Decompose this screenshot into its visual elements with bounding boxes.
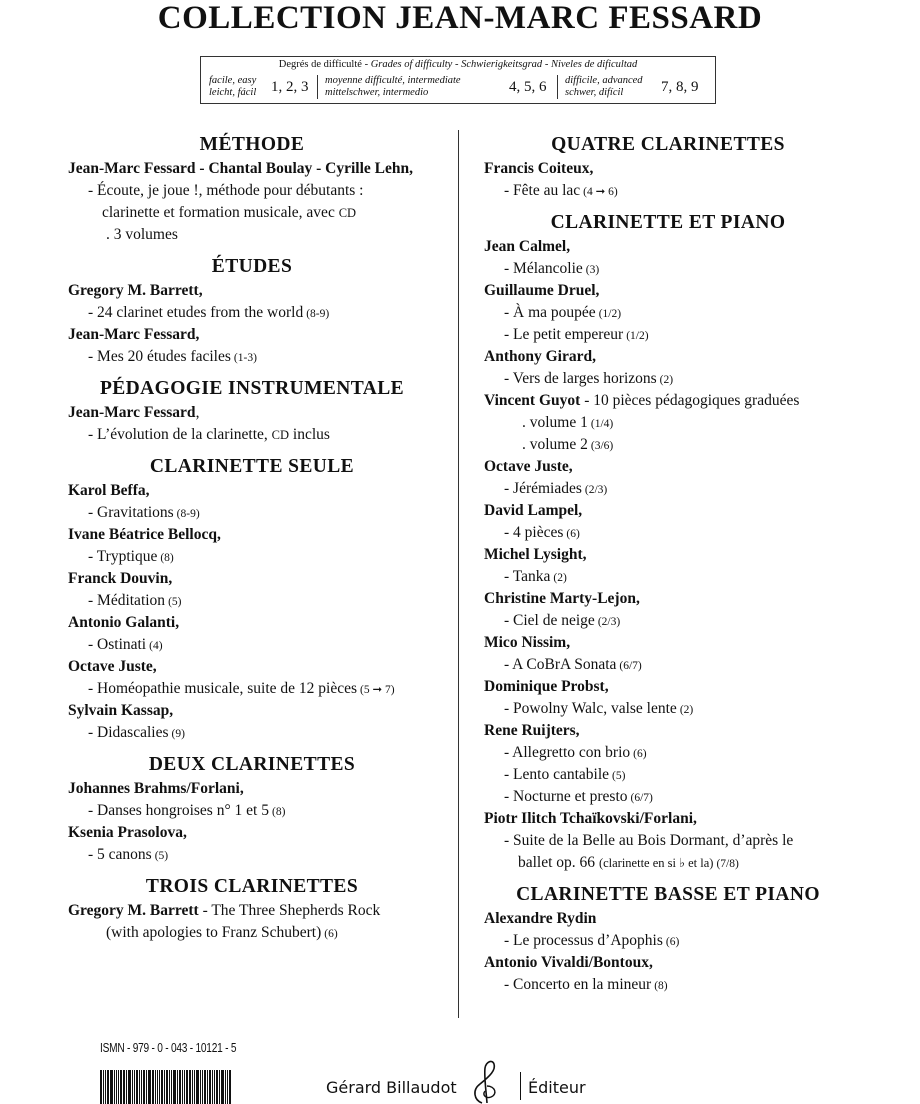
work-title: - Gravitations (8-9) (88, 504, 200, 521)
composer-name: Mico Nissim, (484, 634, 571, 651)
work-title: - Fête au lac (4 ➞ 6) (504, 182, 618, 199)
legend-title: Degrés de difficulté - Grades of difficulty - Schwierigkeitsgrad - Niveles de dificultad (278, 59, 638, 70)
work-title: . volume 2 (3/6) (522, 436, 614, 453)
barcode-bar (173, 1070, 176, 1104)
composer-name: Karol Beffa, (68, 482, 150, 499)
barcode-bar (207, 1070, 208, 1104)
barcode-bar (166, 1070, 168, 1104)
barcode-bar (155, 1070, 156, 1104)
work-title: - À ma poupée (1/2) (504, 304, 622, 321)
barcode-bar (189, 1070, 191, 1104)
work-title: - Powolny Walc, valse lente (2) (504, 700, 694, 717)
composer-name: David Lampel, (484, 502, 583, 519)
section-heading: QUATRE CLARINETTES (551, 134, 785, 155)
publisher-separator (520, 1072, 521, 1100)
work-title: - A CoBrA Sonata (6/7) (504, 656, 642, 673)
barcode-bar (107, 1070, 109, 1104)
work-title: - L’évolution de la clarinette, CD inclus (88, 426, 330, 443)
section-heading: MÉTHODE (199, 134, 305, 155)
work-title: - Tanka (2) (504, 568, 567, 585)
barcode-bar (169, 1070, 170, 1104)
work-title: - Homéopathie musicale, suite de 12 pièces (5 ➞ 7) (88, 680, 395, 697)
composer-name: Antonio Galanti, (68, 614, 180, 631)
barcode-bar (148, 1070, 151, 1104)
section-heading: TROIS CLARINETTES (145, 876, 359, 897)
composer-name: Ivane Béatrice Bellocq, (68, 526, 221, 543)
composer-name: Ksenia Prasolova, (68, 824, 187, 841)
barcode-bar (105, 1070, 106, 1104)
composer-name: Sylvain Kassap, (68, 702, 174, 719)
barcode-bar (184, 1070, 185, 1104)
barcode-bar (116, 1070, 117, 1104)
work-title: - Jérémiades (2/3) (504, 480, 608, 497)
composer-name: Jean Calmel, (484, 238, 571, 255)
work-title: - Tryptique (8) (88, 548, 174, 565)
work-title: clarinette et formation musicale, avec CD (102, 204, 357, 221)
legend-advanced-grades: 7, 8, 9 (661, 79, 699, 95)
section-etudes (62, 254, 442, 368)
left-column (62, 132, 442, 952)
ismn-number: ISMN - 979 - 0 - 043 - 10121 - 5 (100, 1040, 237, 1055)
barcode-bar (100, 1070, 102, 1104)
composer-name: Franck Douvin, (68, 570, 173, 587)
work-title: - Lento cantabile (5) (504, 766, 626, 783)
work-title: - Allegretto con brio (6) (504, 744, 647, 761)
barcode-bar (114, 1070, 115, 1104)
barcode-bar (171, 1070, 172, 1104)
legend-separator (557, 75, 558, 99)
barcode-bar (227, 1070, 228, 1104)
barcode-bar (219, 1070, 220, 1104)
barcode-bar (161, 1070, 163, 1104)
barcode-bar (110, 1070, 113, 1104)
legend-intermediate-grades: 4, 5, 6 (509, 79, 547, 95)
work-title: . 3 volumes (106, 226, 178, 243)
barcode-bar (139, 1070, 140, 1104)
composer-name: Rene Ruijters, (484, 722, 580, 739)
work-title: - Mes 20 études faciles (1-3) (88, 348, 257, 365)
barcode-bar (103, 1070, 104, 1104)
composer-name: Michel Lysight, (484, 546, 587, 563)
composer-name: Jean-Marc Fessard, (68, 326, 200, 343)
barcode-bar (209, 1070, 211, 1104)
barcode-bar (123, 1070, 125, 1104)
composer-name: Antonio Vivaldi/Bontoux, (484, 954, 653, 971)
publisher-role: Éditeur (528, 1078, 586, 1097)
work-title: - Danses hongroises n° 1 et 5 (8) (88, 802, 286, 819)
difficulty-legend (200, 56, 716, 104)
barcode-bar (159, 1070, 160, 1104)
barcode-bar (128, 1070, 131, 1104)
section-quatre-clarinettes (478, 132, 858, 202)
section-heading: CLARINETTE BASSE ET PIANO (516, 884, 820, 905)
work-title: - Méditation (5) (88, 592, 182, 609)
section-methode (62, 132, 442, 246)
section-deux-clarinettes (62, 752, 442, 866)
work-title: - Mélancolie (3) (504, 260, 600, 277)
barcode-bar (216, 1070, 218, 1104)
barcode-bar (204, 1070, 206, 1104)
work-title: - 5 canons (5) (88, 846, 169, 863)
section-clarinette-basse (478, 882, 858, 996)
composer-name: Jean-Marc Fessard - Chantal Boulay - Cyrille Lehn, (68, 160, 414, 177)
composer-name: Francis Coiteux, (484, 160, 594, 177)
barcode-bar (132, 1070, 133, 1104)
composer-name: Piotr Ilitch Tchaïkovski/Forlani, (484, 810, 697, 827)
barcode-bar (177, 1070, 178, 1104)
publisher-name: Gérard Billaudot (326, 1078, 457, 1097)
barcode-bar (212, 1070, 213, 1104)
composer-name: Alexandre Rydin (484, 910, 597, 927)
work-title: (with apologies to Franz Schubert) (6) (106, 924, 338, 941)
composer-name: Anthony Girard, (484, 348, 596, 365)
barcode-bar (196, 1070, 199, 1104)
composer-name: Vincent Guyot - 10 pièces pédagogiques graduées (484, 392, 800, 409)
work-title: - Le petit empereur (1/2) (504, 326, 649, 343)
barcode-bar (179, 1070, 181, 1104)
barcode-bar (214, 1070, 215, 1104)
section-heading: CLARINETTE ET PIANO (550, 212, 786, 233)
section-trois-clarinettes (62, 874, 442, 944)
work-title: - Suite de la Belle au Bois Dormant, d’après le (504, 832, 794, 849)
barcode-bar (200, 1070, 201, 1104)
barcode-bar (225, 1070, 226, 1104)
barcode-bar (143, 1070, 145, 1104)
barcode-bar (229, 1070, 231, 1104)
composer-name: Johannes Brahms/Forlani, (68, 780, 244, 797)
composer-name: Dominique Probst, (484, 678, 609, 695)
barcode-bar (126, 1070, 127, 1104)
barcode-image (100, 1070, 290, 1104)
composer-name: Gregory M. Barrett, (68, 282, 203, 299)
column-divider (458, 130, 459, 1018)
section-heading: PÉDAGOGIE INSTRUMENTALE (99, 378, 405, 399)
composer-name: Christine Marty-Lejon, (484, 590, 640, 607)
legend-easy-grades: 1, 2, 3 (271, 79, 309, 95)
right-column (478, 132, 858, 1004)
barcode-bar (134, 1070, 135, 1104)
section-heading: DEUX CLARINETTES (148, 754, 356, 775)
barcode-bar (164, 1070, 165, 1104)
barcode-bar (152, 1070, 154, 1104)
treble-clef-logo-icon (460, 1060, 510, 1104)
work-title: - Vers de larges horizons (2) (504, 370, 674, 387)
work-title: - Ostinati (4) (88, 636, 163, 653)
work-title: ballet op. 66 (clarinette en si ♭ et la) (7/8) (518, 854, 739, 871)
composer-name: Octave Juste, (68, 658, 157, 675)
barcode-bar (192, 1070, 193, 1104)
legend-intermediate-text: moyenne difficulté, intermediate mittelschwer, intermedio (325, 75, 461, 98)
section-clarinette-seule (62, 454, 442, 744)
work-title: - 4 pièces (6) (504, 524, 580, 541)
work-title: - Ciel de neige (2/3) (504, 612, 621, 629)
barcode-bar (120, 1070, 122, 1104)
section-clarinette-et-piano (478, 210, 858, 874)
page-title: COLLECTION JEAN-MARC FESSARD (157, 0, 763, 36)
work-title: - Concerto en la mineur (8) (504, 976, 668, 993)
composer-name: Octave Juste, (484, 458, 573, 475)
work-title: - Nocturne et presto (6/7) (504, 788, 653, 805)
barcode-bar (141, 1070, 142, 1104)
section-heading: CLARINETTE SEULE (149, 456, 355, 477)
work-title: - Didascalies (9) (88, 724, 185, 741)
legend-separator (317, 75, 318, 99)
section-pedagogie (62, 376, 442, 446)
composer-name: Jean-Marc Fessard, (68, 404, 200, 421)
work-title: . volume 1 (1/4) (522, 414, 614, 431)
composer-name: Guillaume Druel, (484, 282, 600, 299)
barcode-bar (182, 1070, 183, 1104)
barcode-bar (118, 1070, 119, 1104)
barcode-bar (146, 1070, 147, 1104)
legend-easy-text: facile, easy leicht, fácil (209, 75, 257, 98)
barcode-bar (136, 1070, 138, 1104)
barcode-bar (194, 1070, 195, 1104)
barcode-bar (157, 1070, 158, 1104)
work-title: - Écoute, je joue !, méthode pour débutants : (88, 182, 364, 199)
barcode-bar (202, 1070, 203, 1104)
section-heading: ÉTUDES (211, 256, 293, 277)
barcode-bar (221, 1070, 224, 1104)
composer-name: Gregory M. Barrett - The Three Shepherds Rock (68, 902, 381, 919)
legend-advanced-text: difficile, advanced schwer, difícil (565, 75, 643, 98)
work-title: - Le processus d’Apophis (6) (504, 932, 680, 949)
barcode-bar (186, 1070, 188, 1104)
work-title: - 24 clarinet etudes from the world (8-9) (88, 304, 330, 321)
